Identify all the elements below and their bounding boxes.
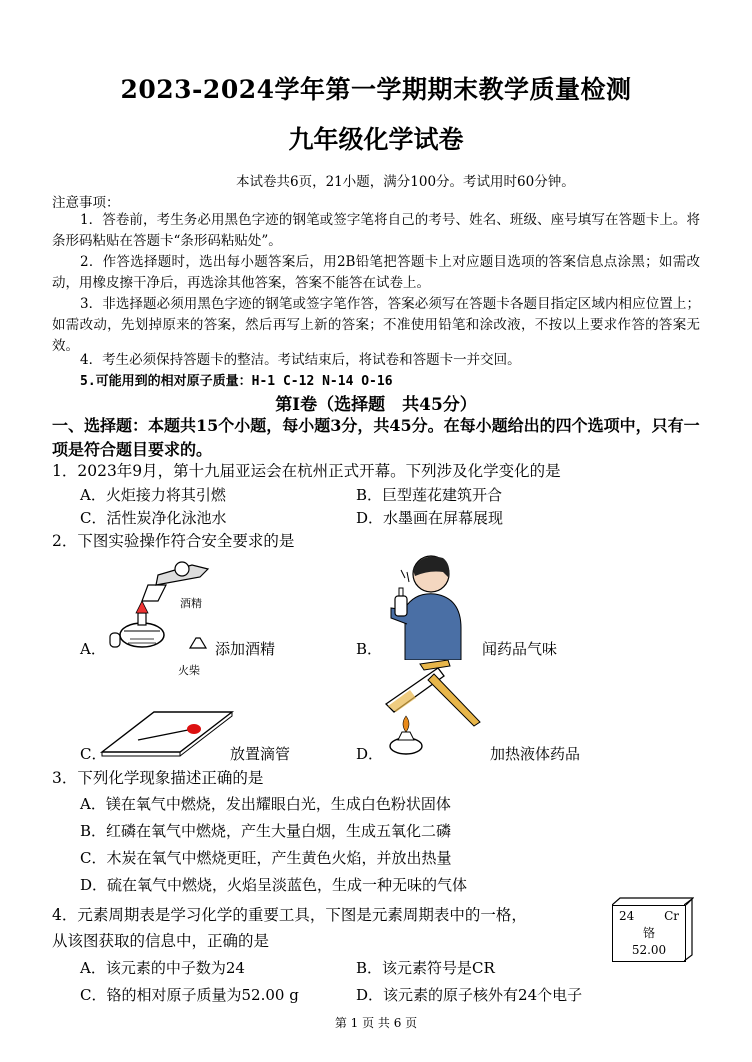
question-4-stem-line2: 从该图获取的信息中，正确的是 [52,932,270,950]
label-match: 火柴 [178,664,200,677]
q3-option-a: A．镁在氧气中燃烧，发出耀眼白光，生成白色粉状固体 [80,795,451,813]
note-1: 1．答卷前，考生务必用黑色字迹的钢笔或签字笔将自己的考号、姓名、班级、座号填写在答题卡上。将条形码粘贴在答题卡“条形码粘贴处”。 [52,212,700,249]
periodic-table-cell [612,905,686,962]
note-2: 2．作答选择题时，选出每小题答案后，用2B铅笔把答题卡上对应题目选项的答案信息点涂黑；如需改动，用橡皮擦干净后，再选涂其他答案，答案不能答在试卷上。 [52,254,700,291]
q2-option-a: A． [80,640,106,658]
q2-option-d: D． [356,745,384,763]
question-2-stem: 2．下图实验操作符合安全要求的是 [52,532,295,550]
note-4: 4．考生必须保持答题卡的整洁。考试结束后，将试卷和答题卡一并交回。 [80,352,521,368]
element-symbol: Cr [664,909,679,923]
q2-caption-a: 添加酒精 [215,640,276,658]
q3-option-d: D．硫在氧气中燃烧，火焰呈淡蓝色，生成一种无味的气体 [80,876,468,894]
q4-option-d: D．该元素的原子核外有24个电子 [356,986,583,1004]
q1-option-b: B．巨型莲花建筑开合 [356,486,503,504]
q4-option-a: A．该元素的中子数为24 [80,959,245,977]
section-title: 第Ⅰ卷（选择题 共45分） [275,395,477,415]
element-mass: 52.00 [631,943,667,957]
q1-option-c: C．活性炭净化泳池水 [80,509,227,527]
q2-option-b: B． [356,640,383,658]
label-alcohol: 酒精 [180,597,202,610]
lamp-cap-icon [186,636,210,650]
element-name: 铬 [642,926,655,940]
page-title: 2023-2024学年第一学期期末教学质量检测 [120,75,632,104]
part-heading: 一、选择题：本题共15个小题，每小题3分，共45分。在每小题给出的四个选项中，只有一项是符合题目要求的。 [52,416,700,459]
q3-option-c: C．木炭在氧气中燃烧更旺，产生黄色火焰，并放出热量 [80,849,452,867]
notes-heading: 注意事项： [52,195,120,211]
cell-3d-top [612,897,694,907]
q2-caption-b: 闻药品气味 [482,640,558,658]
q2-option-c: C． [80,745,107,763]
note-3: 3．非选择题必须用黑色字迹的钢笔或签字笔作答，答案必须写在答题卡各题目指定区域内相应位置上；如需改动，先划掉原来的答案，然后再写上新的答案；不准使用铅笔和涂改液，不按以上要求作答的答案无效。 [52,296,700,354]
exam-info: 本试卷共6页，21小题，满分100分。考试用时60分钟。 [236,174,575,190]
q4-option-c: C．铬的相对原子质量为52.00 g [80,986,299,1004]
q3-option-b: B．红磷在氧气中燃烧，产生大量白烟，生成五氧化二磷 [80,822,452,840]
figure-heating-liquid [376,660,496,760]
q2-caption-c: 放置滴管 [230,745,291,763]
q1-option-a: A．火炬接力将其引燃 [80,486,226,504]
cell-3d-edge [684,899,694,963]
q2-caption-d: 加热液体药品 [490,745,581,763]
question-4-stem-line1: 4．元素周期表是学习化学的重要工具，下图是元素周期表中的一格， [52,906,527,924]
figure-dropper-on-table [98,660,238,760]
q4-option-b: B．该元素符号是CR [356,959,495,977]
figure-smell-chemical [385,548,465,660]
q1-option-d: D．水墨画在屏幕展现 [356,509,504,527]
question-3-stem: 3．下列化学现象描述正确的是 [52,769,264,787]
page-subtitle: 九年级化学试卷 [288,125,464,154]
note-5: 5.可能用到的相对原子质量：H-1 C-12 N-14 O-16 [80,374,393,389]
element-number: 24 [619,909,635,923]
page-footer: 第 1 页 共 6 页 [334,1016,418,1030]
question-1-stem: 1．2023年9月，第十九届亚运会在杭州正式开幕。下列涉及化学变化的是 [52,462,561,480]
